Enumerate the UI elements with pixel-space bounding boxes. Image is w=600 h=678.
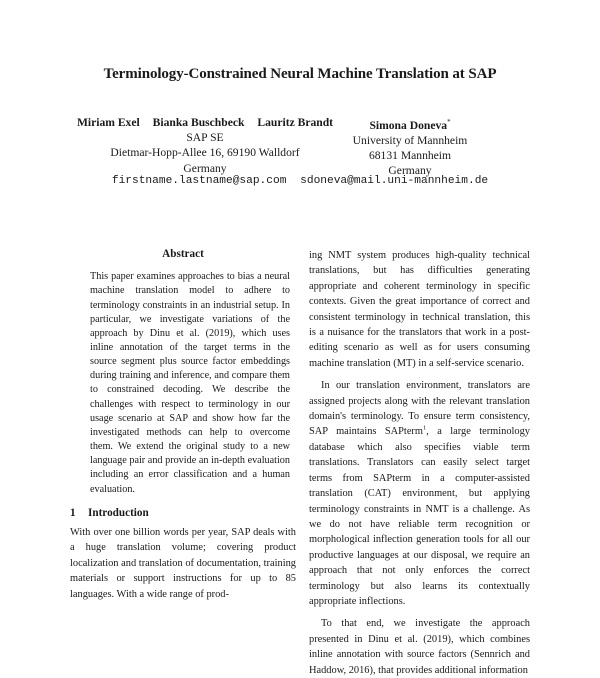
author-emails	[0, 175, 600, 187]
footnote-marker: 1	[422, 425, 427, 432]
paper-title: Terminology-Constrained Neural Machine Translation at SAP	[103, 66, 497, 82]
author-block-sap	[60, 115, 350, 176]
email-mannheim: sdoneva@mail.uni-mannheim.de	[300, 175, 489, 187]
author-affiliation: University of Mannheim	[352, 134, 468, 148]
email-sap: firstname.lastname@sap.com	[111, 175, 287, 187]
author-names	[60, 115, 350, 130]
author-name: Bianka Buschbeck	[152, 116, 245, 129]
section-title: Introduction	[88, 506, 149, 519]
author-block-mannheim	[330, 115, 490, 179]
section-heading-introduction	[70, 507, 296, 519]
body-text: , a large terminology database which also specifies viable term translations. Translators can easily select target terms from SAPterm in a computer-assisted translation (CAT) environment, but applying terminology constraints in NMT is a challenge. As we do not have reliable term recognition or morphological inflection generation tools for all our productive languages at our disposal, we require an approach that not only enforces the correct terminology but also learns its contextually appropriate inflections.	[309, 426, 531, 607]
author-country: Germany	[388, 164, 432, 178]
author-address: 68131 Mannheim	[368, 149, 452, 163]
author-footnote-mark: *	[447, 118, 451, 126]
body-text: In our translation environment, translators are assigned projects along with the relevant translation domain's terminology. To ensure term consistency, SAP maintains SAPterm	[309, 380, 530, 438]
abstract-heading: Abstract	[162, 248, 204, 260]
right-column	[309, 248, 530, 678]
author-name: Simona Doneva	[369, 118, 448, 132]
left-column	[70, 248, 296, 602]
author-country: Germany	[183, 161, 227, 175]
author-affiliation: SAP SE	[186, 131, 224, 145]
body-paragraph-1: ing NMT system produces high-quality technical translations, but has difficulties generating appropriate and coherent terminology in specific contexts. Given the great importance of correct and consistent terminology in technical translation, this is a nuisance for the translators that work in a post-editing scenario as well as for users consuming machine translation (MT) in a self-service scenario.	[309, 250, 530, 369]
section-number: 1	[70, 506, 76, 519]
author-names	[330, 115, 490, 133]
author-name: Miriam Exel	[76, 116, 140, 129]
body-paragraph-2	[309, 378, 530, 609]
author-address: Dietmar-Hopp-Allee 16, 69190 Walldorf	[110, 146, 300, 160]
abstract-text: This paper examines approaches to bias a neural machine translation model to adhere to terminology constraints in an industrial setup. In particular, we investigate variations of the approach by Dinu et al. (2019), which uses inline annotation of the target terms in the source segment plus source factor embeddings during training and inference, and compare them to constrained decoding. We describe the challenges with respect to terminology in our usage scenario at SAP and show how far the investigated methods can help to overcome them. We extend the original study to a new language pair and provide an in-depth evaluation including an error classification and a human evaluation.	[90, 271, 290, 495]
body-paragraph-3: To that end, we investigate the approach presented in Dinu et al. (2019), which combines inline annotation with source factors (Sennrich and Haddow, 2016), that provides additional information	[309, 618, 530, 676]
introduction-paragraph: With over one billion words per year, SAP deals with a huge translation volume; covering product localization and translation of documentation, training materials or support instructions for up to 85 languages. With a wide range of prod-	[70, 526, 296, 600]
author-name: Lauritz Brandt	[257, 116, 334, 129]
